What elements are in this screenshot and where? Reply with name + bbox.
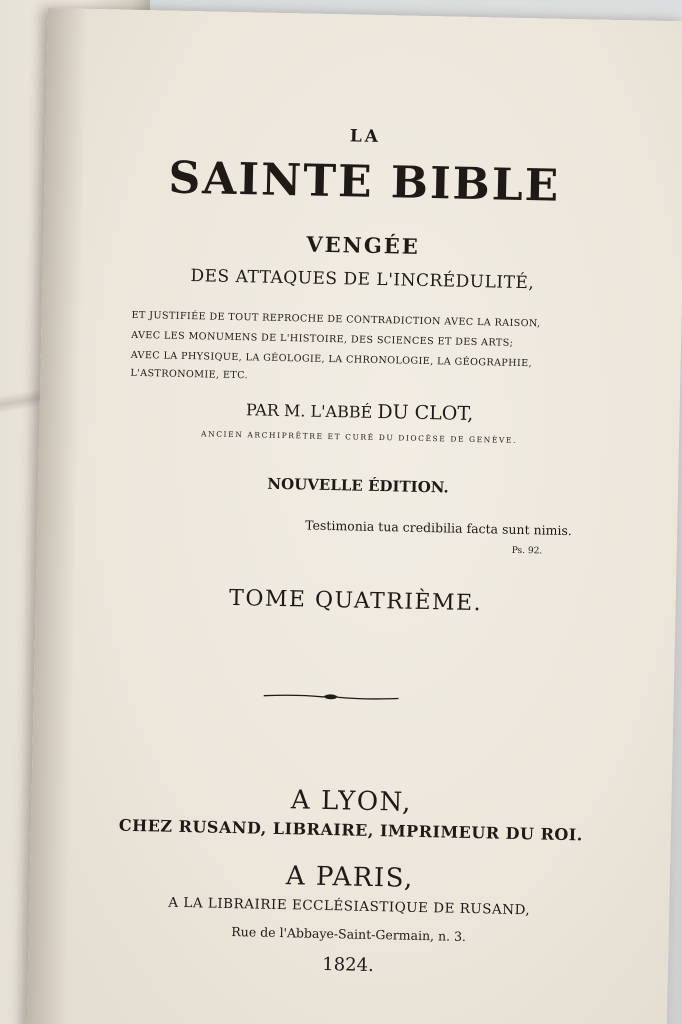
author-name: DU CLOT,: [377, 400, 474, 425]
title-article: LA: [349, 126, 382, 147]
title-page: [26, 8, 682, 1024]
publisher-paris: A LA LIBRAIRIE ECCLÉSIASTIQUE DE RUSAND,: [168, 894, 531, 919]
epigraph: Testimonia tua credibilia facta sunt nimis.: [305, 517, 573, 539]
justification-line-2: AVEC LES MONUMENS DE L'HISTOIRE, DES SCIENCES ET DES ARTS;: [131, 329, 514, 349]
author-prefix: PAR M. L'ABBÉ: [245, 400, 373, 422]
justification-line-3: AVEC LA PHYSIQUE, LA GÉOLOGIE, LA CHRONOLOGIE, LA GÉOGRAPHIE,: [130, 349, 533, 370]
subtitle-attacks: DES ATTAQUES DE L'INCRÉDULITÉ,: [190, 266, 535, 294]
publication-year: 1824.: [322, 953, 375, 977]
book-title: SAINTE BIBLE: [168, 152, 561, 212]
edition-label: NOUVELLE ÉDITION.: [267, 474, 449, 497]
epigraph-reference: Ps. 92.: [511, 545, 543, 557]
book-subtitle: VENGÉE: [306, 231, 421, 259]
volume-label: TOME QUATRIÈME.: [228, 585, 483, 617]
author-line: [39, 394, 679, 429]
justification-line-1: ET JUSTIFIÉE DE TOUT REPROCHE DE CONTRADICTION AVEC LA RAISON,: [131, 309, 541, 330]
city-lyon: A LYON,: [290, 785, 413, 818]
city-paris: A PARIS,: [285, 861, 415, 894]
publisher-address: Rue de l'Abbaye-Saint-Germain, n. 3.: [231, 924, 467, 944]
justification-line-4: L'ASTRONOMIE, ETC.: [130, 367, 249, 382]
publisher-lyon: CHEZ RUSAND, LIBRAIRE, IMPRIMEUR DU ROI.: [118, 815, 584, 845]
author-affiliation: ANCIEN ARCHIPRÊTRE ET CURÉ DU DIOCÈSE DE GENÈVE.: [201, 429, 518, 445]
ornamental-divider: [264, 691, 399, 704]
